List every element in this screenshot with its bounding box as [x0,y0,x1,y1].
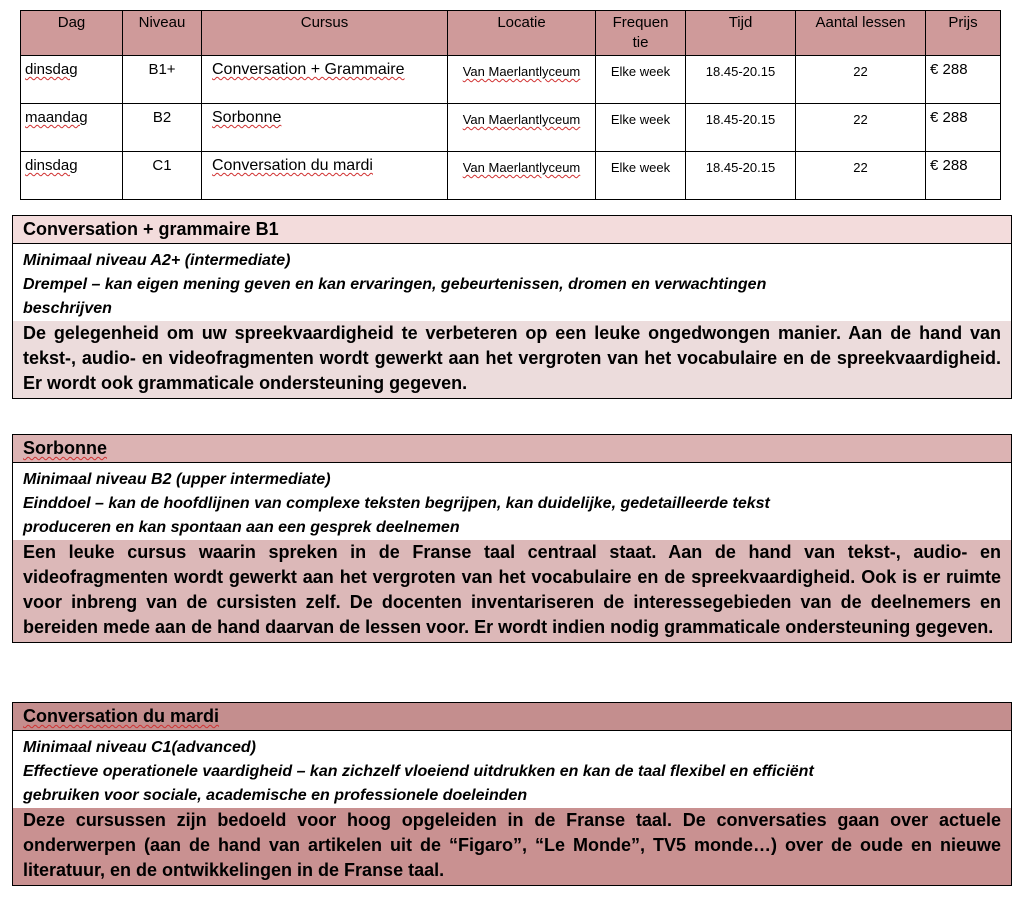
cell-dag: dinsdag [21,56,123,104]
cell-tijd: 18.45-20.15 [686,56,796,104]
header-frequentie-line1: Frequen [612,14,669,31]
cell-frequentie: Elke week [596,104,686,152]
course-goal-line2: beschrijven [23,300,112,317]
cell-niveau: B1+ [123,56,202,104]
course-box-conversation-grammaire [12,215,1012,399]
header-niveau: Niveau [123,11,202,56]
course-title: Sorbonne [13,435,1011,463]
course-goal-line2: gebruiken voor sociale, academische en professionele doeleinden [23,787,528,804]
course-goal-line1: Drempel – kan eigen mening geven en kan ervaringen, gebeurtenissen, dromen en verwachtingen [23,276,767,293]
cell-prijs: € 288 [926,56,1001,104]
course-box-conversation-du-mardi [12,702,1012,886]
course-title: Conversation + grammaire B1 [13,216,1011,244]
course-level: Minimaal niveau A2+ (intermediate) [23,252,291,269]
course-meta [13,731,1011,808]
header-tijd: Tijd [686,11,796,56]
cell-prijs: € 288 [926,104,1001,152]
course-schedule-table [20,10,1001,200]
table-row [21,56,1001,104]
cell-prijs: € 288 [926,152,1001,200]
header-aantal-lessen: Aantal lessen [796,11,926,56]
table-row [21,104,1001,152]
cell-locatie: Van Maerlantlyceum [448,104,596,152]
cell-frequentie: Elke week [596,56,686,104]
course-goal-line1: Effectieve operationele vaardigheid – kan zichzelf vloeiend uitdrukken en kan de taal flexibel en efficiënt [23,763,814,780]
course-level: Minimaal niveau C1(advanced) [23,739,256,756]
cell-locatie: Van Maerlantlyceum [448,56,596,104]
course-box-sorbonne [12,434,1012,643]
course-level: Minimaal niveau B2 (upper intermediate) [23,471,331,488]
cell-niveau: C1 [123,152,202,200]
header-cursus: Cursus [202,11,448,56]
cell-tijd: 18.45-20.15 [686,104,796,152]
cell-tijd: 18.45-20.15 [686,152,796,200]
course-goal-line2: produceren en kan spontaan aan een gesprek deelnemen [23,519,460,536]
header-dag: Dag [21,11,123,56]
course-meta [13,463,1011,540]
table-header-row [21,11,1001,56]
cell-dag: maandag [21,104,123,152]
table-row [21,152,1001,200]
cell-niveau: B2 [123,104,202,152]
cell-locatie: Van Maerlantlyceum [448,152,596,200]
course-description: Een leuke cursus waarin spreken in de Franse taal centraal staat. Aan de hand van tekst-, audio- en videofragmenten wordt gewerkt aan het vergroten van het vocabulaire en de spreekvaardigheid. Ook is er ruimte voor inbreng van de cursisten zelf. De docenten inventariseren de interessegebieden van de deelnemers en bereiden mede aan de hand daarvan de lessen voor. Er wordt indien nodig grammaticale ondersteuning gegeven. [13,540,1011,642]
cell-frequentie: Elke week [596,152,686,200]
cell-cursus: Conversation du mardi [202,152,448,200]
course-meta [13,244,1011,321]
header-frequentie [596,11,686,56]
cell-lessen: 22 [796,56,926,104]
header-frequentie-line2: tie [632,34,649,51]
cell-dag: dinsdag [21,152,123,200]
cell-lessen: 22 [796,104,926,152]
cell-cursus: Conversation + Grammaire [202,56,448,104]
cell-lessen: 22 [796,152,926,200]
course-description: Deze cursussen zijn bedoeld voor hoog opgeleiden in de Franse taal. De conversaties gaan over actuele onderwerpen (aan de hand van artikelen uit de “Figaro”, “Le Monde”, TV5 monde…) over de oude en nieuwe literatuur, en de ontwikkelingen in de Franse taal. [13,808,1011,885]
header-prijs: Prijs [926,11,1001,56]
course-description: De gelegenheid om uw spreekvaardigheid te verbeteren op een leuke ongedwongen manier. Aan de hand van tekst-, audio- en videofragmenten wordt gewerkt aan het vergroten van het vocabulaire en de spreekvaardigheid. Er wordt ook grammaticale ondersteuning gegeven. [13,321,1011,398]
course-goal-line1: Einddoel – kan de hoofdlijnen van complexe teksten begrijpen, kan duidelijke, gedetailleerde tekst [23,495,770,512]
cell-cursus: Sorbonne [202,104,448,152]
header-locatie: Locatie [448,11,596,56]
course-title: Conversation du mardi [13,703,1011,731]
